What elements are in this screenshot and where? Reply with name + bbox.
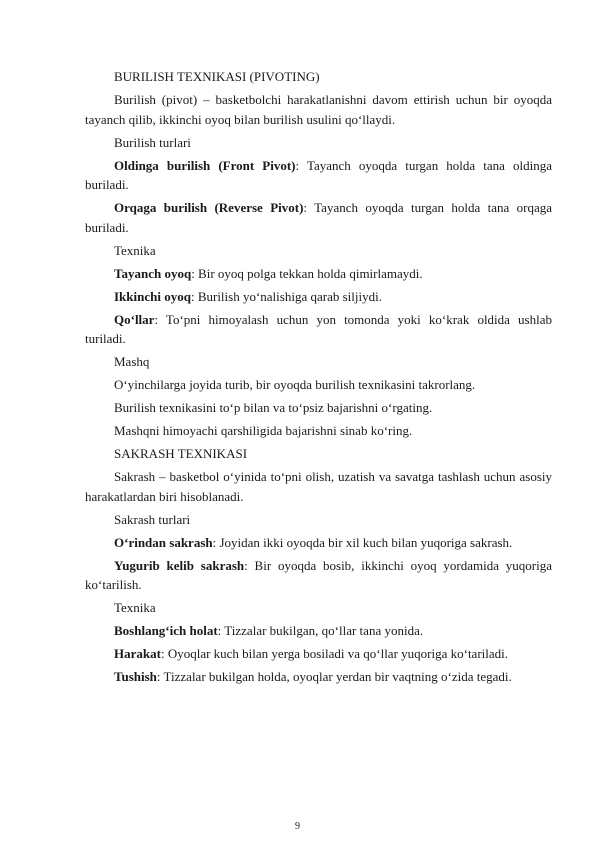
subheading-texnika-2: Texnika xyxy=(114,600,156,615)
front-pivot-text: : Tayanch oyoqda turgan holda tana oldinga buriladi. xyxy=(85,157,552,192)
ikkinchi-paragraph xyxy=(85,287,552,307)
subheading-burilish-turlari: Burilish turlari xyxy=(114,134,191,150)
subheading-sakrash-turlari: Sakrash turlari xyxy=(114,511,191,527)
tayanch-paragraph xyxy=(85,264,552,284)
reverse-pivot-text: : Tayanch oyoqda turgan holda tana orqaga buriladi. xyxy=(85,200,552,235)
mashq-item: Mashqni himoyachi qarshiligida bajarishni sinab ko‘ring. xyxy=(114,423,413,438)
document-page xyxy=(85,67,552,687)
section-title-pivoting: BURILISH TEXNIKASI (PIVOTING) xyxy=(114,69,320,84)
tushish-text: : Tizzalar bukilgan holda, oyoqlar yerdan bir vaqtning o‘zida tegadi. xyxy=(156,669,512,684)
front-pivot-paragraph xyxy=(85,156,552,195)
tayanch-term: Tayanch oyoq xyxy=(114,265,192,281)
tushish-term: Tushish xyxy=(114,669,157,684)
tayanch-text: : Bir oyoq polga tekkan holda qimirlamaydi. xyxy=(191,265,423,281)
reverse-pivot-term: Orqaga burilish (Reverse Pivot) xyxy=(114,200,304,215)
ikkinchi-text: : Burilish yo‘nalishiga qarab siljiydi. xyxy=(190,288,382,304)
sakrash-intro-paragraph: Sakrash – basketbol o‘yinida to‘pni olish, uzatish va savatga tashlash uchun asosiy harakatlardan biri hisoblanadi. xyxy=(85,469,552,504)
mashq-item: Burilish texnikasini to‘p bilan va to‘psiz bajarishni o‘rgating. xyxy=(114,400,433,415)
tushish-paragraph xyxy=(85,667,552,687)
section-title-sakrash: SAKRASH TEXNIKASI xyxy=(114,446,248,461)
harakat-term: Harakat xyxy=(114,646,161,661)
yugurib-text: : Bir oyoqda bosib, ikkinchi oyoq yordamida yuqoriga ko‘tarilish. xyxy=(85,557,552,592)
page-number: 9 xyxy=(295,821,300,832)
orindan-paragraph xyxy=(85,533,552,553)
subheading-texnika-1: Texnika xyxy=(114,242,156,258)
boshlang-text: : Tizzalar bukilgan, qo‘llar tana yonida. xyxy=(217,623,424,638)
mashq-item: O‘yinchilarga joyida turib, bir oyoqda burilish texnikasini takrorlang. xyxy=(114,377,476,392)
pivot-intro-paragraph: Burilish (pivot) – basketbolchi harakatlanishni davom ettirish uchun bir oyoqda tayanch qilib, ikkinchi oyoq bilan burilish usulini qo‘llaydi. xyxy=(85,92,552,127)
reverse-pivot-paragraph xyxy=(85,198,552,237)
harakat-paragraph xyxy=(85,644,552,664)
yugurib-term: Yugurib kelib sakrash xyxy=(114,557,245,573)
boshlang-term: Boshlang‘ich holat xyxy=(114,623,218,638)
qollar-paragraph xyxy=(85,310,552,349)
subheading-mashq: Mashq xyxy=(114,354,150,369)
yugurib-paragraph xyxy=(85,556,552,595)
boshlang-paragraph xyxy=(85,621,552,641)
front-pivot-term: Oldinga burilish (Front Pivot) xyxy=(114,157,296,173)
harakat-text: : Oyoqlar kuch bilan yerga bosiladi va qo‘llar yuqoriga ko‘tariladi. xyxy=(160,646,509,661)
ikkinchi-term: Ikkinchi oyoq xyxy=(114,288,191,304)
orindan-text: : Joyidan ikki oyoqda bir xil kuch bilan yuqoriga sakrash. xyxy=(212,534,513,550)
qollar-text: : To‘pni himoyalash uchun yon tomonda yoki ko‘krak oldida ushlab turiladi. xyxy=(85,311,552,346)
qollar-term: Qo‘llar xyxy=(114,311,155,327)
orindan-term: O‘rindan sakrash xyxy=(114,534,213,550)
